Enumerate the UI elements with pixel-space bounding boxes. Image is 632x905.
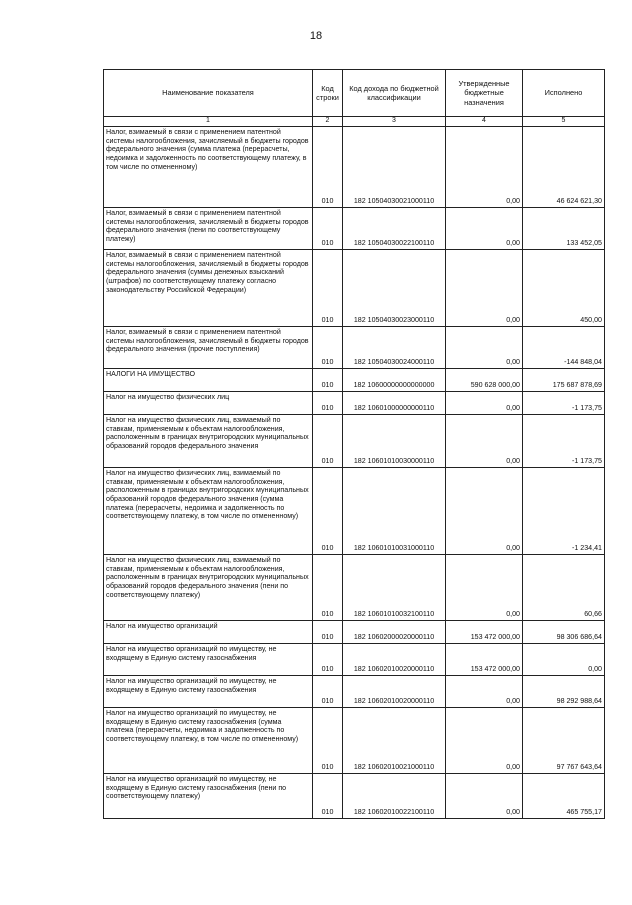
- row-kbk-cell: 182 10601010031000110: [343, 468, 446, 555]
- column-numbers-row: [104, 117, 605, 127]
- row-approved-cell: 0,00: [446, 250, 523, 327]
- row-executed-cell: 97 767 643,64: [523, 708, 605, 774]
- row-kbk-cell: 182 10601010032100110: [343, 555, 446, 621]
- row-kbk-cell: 182 10602010020000110: [343, 676, 446, 708]
- row-approved-cell: 0,00: [446, 127, 523, 208]
- row-approved-cell: 0,00: [446, 708, 523, 774]
- row-code-cell: 010: [313, 127, 343, 208]
- column-number: 1: [104, 117, 313, 127]
- row-approved-cell: 0,00: [446, 208, 523, 250]
- table-row: [104, 327, 605, 369]
- table-row: [104, 555, 605, 621]
- table-row: [104, 774, 605, 819]
- row-kbk-cell: 182 10504030021000110: [343, 127, 446, 208]
- row-approved-cell: 0,00: [446, 415, 523, 468]
- row-kbk-cell: 182 10504030024000110: [343, 327, 446, 369]
- header-approved: Утвержденные бюджетные назначения: [446, 70, 523, 117]
- row-name-cell: Налог на имущество организаций по имуществу, не входящему в Единую систему газоснабжения (сумма платежа (перерасчеты, недоимка и задолженность по соответствующему платежу, в том числе по отмененному): [104, 708, 313, 774]
- row-name-cell: Налог, взимаемый в связи с применением патентной системы налогообложения, зачисляемый в бюджеты городов федерального значения (прочие поступления): [104, 327, 313, 369]
- row-executed-cell: 465 755,17: [523, 774, 605, 819]
- row-approved-cell: 590 628 000,00: [446, 369, 523, 392]
- row-approved-cell: 0,00: [446, 392, 523, 415]
- row-kbk-cell: 182 10601000000000110: [343, 392, 446, 415]
- row-code-cell: 010: [313, 369, 343, 392]
- row-code-cell: 010: [313, 468, 343, 555]
- row-code-cell: 010: [313, 708, 343, 774]
- table-row: [104, 369, 605, 392]
- row-executed-cell: 60,66: [523, 555, 605, 621]
- table-row: [104, 208, 605, 250]
- row-executed-cell: 0,00: [523, 644, 605, 676]
- row-kbk-cell: 182 10504030023000110: [343, 250, 446, 327]
- row-executed-cell: -1 173,75: [523, 392, 605, 415]
- table-row: [104, 250, 605, 327]
- row-executed-cell: -1 173,75: [523, 415, 605, 468]
- row-name-cell: Налог на имущество организаций по имуществу, не входящему в Единую систему газоснабжения (пени по соответствующему платежу): [104, 774, 313, 819]
- table-body: [104, 127, 605, 819]
- column-number: 4: [446, 117, 523, 127]
- row-executed-cell: -144 848,04: [523, 327, 605, 369]
- row-name-cell: Налог, взимаемый в связи с применением патентной системы налогообложения, зачисляемый в бюджеты городов федерального значения (пени по соответствующему платежу): [104, 208, 313, 250]
- row-kbk-cell: 182 10601010030000110: [343, 415, 446, 468]
- table-row: [104, 676, 605, 708]
- row-approved-cell: 153 472 000,00: [446, 644, 523, 676]
- header-name: Наименование показателя: [104, 70, 313, 117]
- column-number: 2: [313, 117, 343, 127]
- row-kbk-cell: 182 10504030022100110: [343, 208, 446, 250]
- column-number: 3: [343, 117, 446, 127]
- row-executed-cell: 46 624 621,30: [523, 127, 605, 208]
- row-name-cell: Налог на имущество организаций по имуществу, не входящему в Единую систему газоснабжения: [104, 644, 313, 676]
- row-kbk-cell: 182 10602010022100110: [343, 774, 446, 819]
- row-name-cell: Налог, взимаемый в связи с применением патентной системы налогообложения, зачисляемый в бюджеты городов федерального значения (сумма платежа (перерасчеты, недоимка и задолженность по соответствующему платежу, в том числе по отмененному): [104, 127, 313, 208]
- row-code-cell: 010: [313, 621, 343, 644]
- budget-report-table: [103, 69, 605, 819]
- row-kbk-cell: 182 10602000020000110: [343, 621, 446, 644]
- row-code-cell: 010: [313, 327, 343, 369]
- row-executed-cell: 98 306 686,64: [523, 621, 605, 644]
- row-executed-cell: 175 687 878,69: [523, 369, 605, 392]
- row-code-cell: 010: [313, 555, 343, 621]
- header-kbk: Код дохода по бюджетной классификации: [343, 70, 446, 117]
- row-code-cell: 010: [313, 644, 343, 676]
- table-row: [104, 621, 605, 644]
- row-code-cell: 010: [313, 392, 343, 415]
- page-number: 18: [309, 30, 323, 42]
- row-kbk-cell: 182 10602010021000110: [343, 708, 446, 774]
- column-number: 5: [523, 117, 605, 127]
- row-name-cell: Налог на имущество физических лиц: [104, 392, 313, 415]
- row-approved-cell: 0,00: [446, 555, 523, 621]
- header-code: Код строки: [313, 70, 343, 117]
- row-approved-cell: 0,00: [446, 327, 523, 369]
- row-approved-cell: 0,00: [446, 468, 523, 555]
- table-row: [104, 468, 605, 555]
- row-code-cell: 010: [313, 415, 343, 468]
- table-row: [104, 415, 605, 468]
- row-name-cell: Налог на имущество физических лиц, взимаемый по ставкам, применяемым к объектам налогообложения, расположенным в границах внутригородских муниципальных образований городов федерального значения (сумма платежа (перерасчеты, недоимка и задолженность по соответствующему платежу, в том числе по отмененному): [104, 468, 313, 555]
- row-name-cell: Налог на имущество физических лиц, взимаемый по ставкам, применяемым к объектам налогообложения, расположенным в границах внутригородских муниципальных образований городов федерального значения: [104, 415, 313, 468]
- row-approved-cell: 153 472 000,00: [446, 621, 523, 644]
- table-row: [104, 392, 605, 415]
- row-kbk-cell: 182 10600000000000000: [343, 369, 446, 392]
- table-row: [104, 127, 605, 208]
- row-approved-cell: 0,00: [446, 774, 523, 819]
- row-executed-cell: -1 234,41: [523, 468, 605, 555]
- row-name-cell: Налог на имущество организаций по имуществу, не входящему в Единую систему газоснабжения: [104, 676, 313, 708]
- row-code-cell: 010: [313, 250, 343, 327]
- row-executed-cell: 98 292 988,64: [523, 676, 605, 708]
- row-executed-cell: 450,00: [523, 250, 605, 327]
- row-name-cell: Налог на имущество организаций: [104, 621, 313, 644]
- row-code-cell: 010: [313, 208, 343, 250]
- row-kbk-cell: 182 10602010020000110: [343, 644, 446, 676]
- row-code-cell: 010: [313, 774, 343, 819]
- row-approved-cell: 0,00: [446, 676, 523, 708]
- table-row: [104, 644, 605, 676]
- row-name-cell: Налог на имущество физических лиц, взимаемый по ставкам, применяемым к объектам налогообложения, расположенным в границах внутригородских муниципальных образований городов федерального значения (пени по соответствующему платежу): [104, 555, 313, 621]
- header-executed: Исполнено: [523, 70, 605, 117]
- table-row: [104, 708, 605, 774]
- header-row: [104, 70, 605, 117]
- row-name-cell: Налог, взимаемый в связи с применением патентной системы налогообложения, зачисляемый в бюджеты городов федерального значения (суммы денежных взысканий (штрафов) по соответствующему платежу согласно законодательству Российской Федерации): [104, 250, 313, 327]
- row-name-cell: НАЛОГИ НА ИМУЩЕСТВО: [104, 369, 313, 392]
- row-executed-cell: 133 452,05: [523, 208, 605, 250]
- row-code-cell: 010: [313, 676, 343, 708]
